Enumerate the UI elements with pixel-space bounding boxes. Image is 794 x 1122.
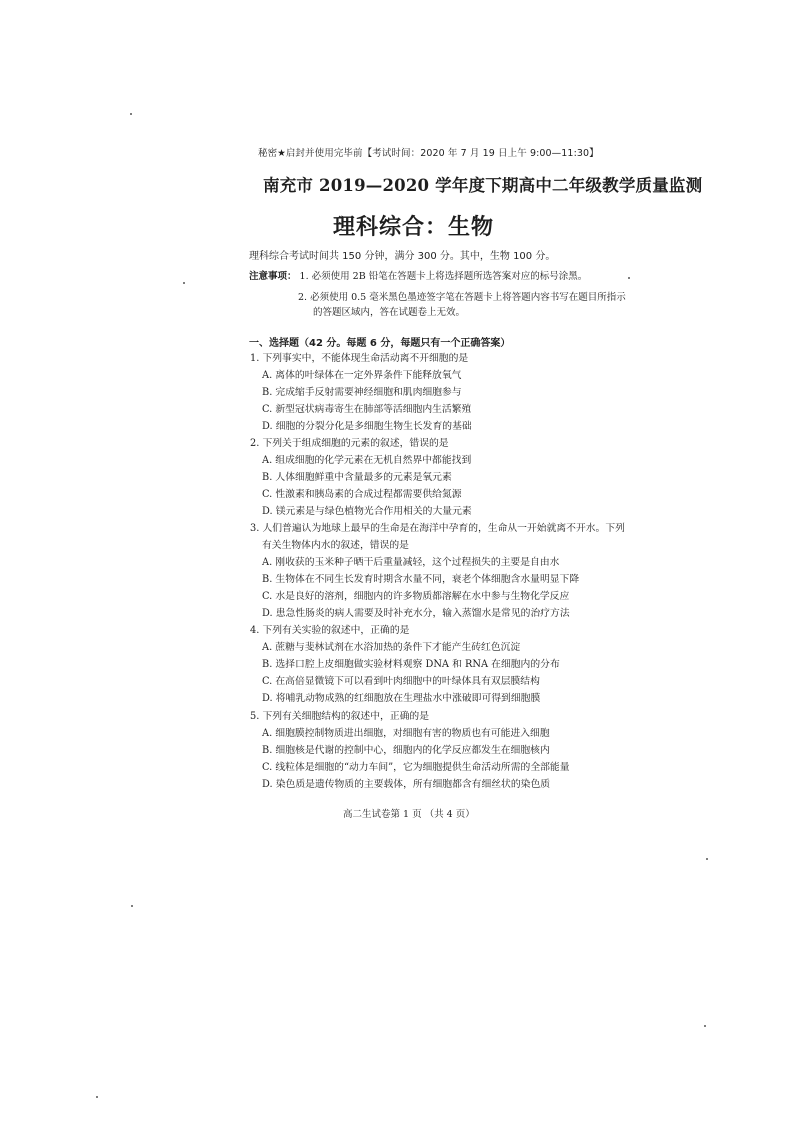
question-4-option-b: B. 选择口腔上皮细胞做实验材料观察 DNA 和 RNA 在细胞内的分布 bbox=[262, 659, 560, 670]
question-2-option-c: C. 性激素和胰岛素的合成过程都需要供给氮源 bbox=[262, 489, 462, 500]
question-1-option-d: D. 细胞的分裂分化是多细胞生物生长发育的基础 bbox=[262, 421, 472, 432]
question-2-option-b: B. 人体细胞鲜重中含量最多的元素是氧元素 bbox=[262, 472, 452, 483]
question-4-option-c: C. 在高倍显微镜下可以看到叶肉细胞中的叶绿体具有双层膜结构 bbox=[262, 676, 540, 687]
notice-item-2b: 的答题区域内，答在试题卷上无效。 bbox=[313, 307, 466, 318]
scan-speck bbox=[704, 1025, 706, 1027]
scan-speck bbox=[183, 282, 185, 284]
scan-speck bbox=[131, 905, 133, 907]
question-5-option-d: D. 染色质是遗传物质的主要载体，所有细胞都含有细丝状的染色质 bbox=[262, 779, 551, 790]
question-1-option-a: A. 离体的叶绿体在一定外界条件下能释放氧气 bbox=[262, 370, 462, 381]
exam-subtitle: 理科综合：生物 bbox=[333, 214, 495, 240]
question-1-stem: 1. 下列事实中，不能体现生命活动离不开细胞的是 bbox=[250, 353, 469, 364]
question-4-option-d: D. 将哺乳动物成熟的红细胞放在生理盐水中涨破即可得到细胞膜 bbox=[262, 693, 541, 704]
question-1-option-c: C. 新型冠状病毒寄生在肺部等活细胞内生活繁殖 bbox=[262, 404, 472, 415]
question-5-option-c: C. 线粒体是细胞的“动力车间”，它为细胞提供生命活动所需的全部能量 bbox=[262, 762, 570, 773]
question-3-stem-continued: 有关生物体内水的叙述，错误的是 bbox=[262, 540, 409, 551]
scan-speck bbox=[130, 113, 132, 115]
question-3-option-b: B. 生物体在不同生长发育时期含水量不同，衰老个体细胞含水量明显下降 bbox=[262, 574, 580, 585]
question-3-option-c: C. 水是良好的溶剂，细胞内的许多物质都溶解在水中参与生物化学反应 bbox=[262, 591, 570, 602]
exam-time-score: 理科综合考试时间共 150 分钟，满分 300 分。其中，生物 100 分。 bbox=[249, 251, 556, 262]
exam-title: 南充市 2019—2020 学年度下期高中二年级教学质量监测 bbox=[263, 176, 703, 195]
scan-speck bbox=[96, 1096, 98, 1098]
question-4-option-a: A. 蔗糖与斐林试剂在水浴加热的条件下才能产生砖红色沉淀 bbox=[262, 642, 521, 653]
question-5-stem: 5. 下列有关细胞结构的叙述中，正确的是 bbox=[250, 711, 430, 722]
notice-line-1 bbox=[249, 268, 587, 282]
question-1-option-b: B. 完成缩手反射需要神经细胞和肌肉细胞参与 bbox=[262, 387, 462, 398]
question-5-option-b: B. 细胞核是代谢的控制中心，细胞内的化学反应都发生在细胞核内 bbox=[262, 745, 550, 756]
question-2-stem: 2. 下列关于组成细胞的元素的叙述，错误的是 bbox=[250, 438, 449, 449]
section-title: 一、选择题（42 分。每题 6 分，每题只有一个正确答案） bbox=[249, 338, 511, 349]
page-footer: 高二生试卷第 1 页 （共 4 页） bbox=[343, 809, 475, 820]
question-4-stem: 4. 下列有关实验的叙述中，正确的是 bbox=[250, 625, 410, 636]
question-2-option-a: A. 组成细胞的化学元素在无机自然界中都能找到 bbox=[262, 455, 472, 466]
scan-speck bbox=[706, 858, 708, 860]
notice-item-2a: 2. 必须使用 0.5 毫米黑色墨迹签字笔在答题卡上将答题内容书写在题目所指示 bbox=[298, 292, 626, 303]
confidential-line: 秘密★启封并使用完毕前【考试时间：2020 年 7 月 19 日上午 9:00—11:30】 bbox=[258, 148, 599, 159]
notice-item-1: 1. 必须使用 2B 铅笔在答题卡上将选择题所选答案对应的标号涂黑。 bbox=[299, 271, 588, 282]
notice-label: 注意事项： bbox=[249, 271, 297, 282]
question-3-option-d: D. 患急性肠炎的病人需要及时补充水分，输入蒸馏水是常见的治疗方法 bbox=[262, 608, 570, 619]
question-3-stem: 3. 人们普遍认为地球上最早的生命是在海洋中孕育的，生命从一开始就离不开水。下列 bbox=[250, 523, 625, 534]
question-2-option-d: D. 镁元素是与绿色植物光合作用相关的大量元素 bbox=[262, 506, 472, 517]
question-3-option-a: A. 刚收获的玉米种子晒干后重量减轻，这个过程损失的主要是自由水 bbox=[262, 557, 560, 568]
scan-speck bbox=[628, 277, 630, 279]
question-5-option-a: A. 细胞膜控制物质进出细胞，对细胞有害的物质也有可能进入细胞 bbox=[262, 728, 550, 739]
